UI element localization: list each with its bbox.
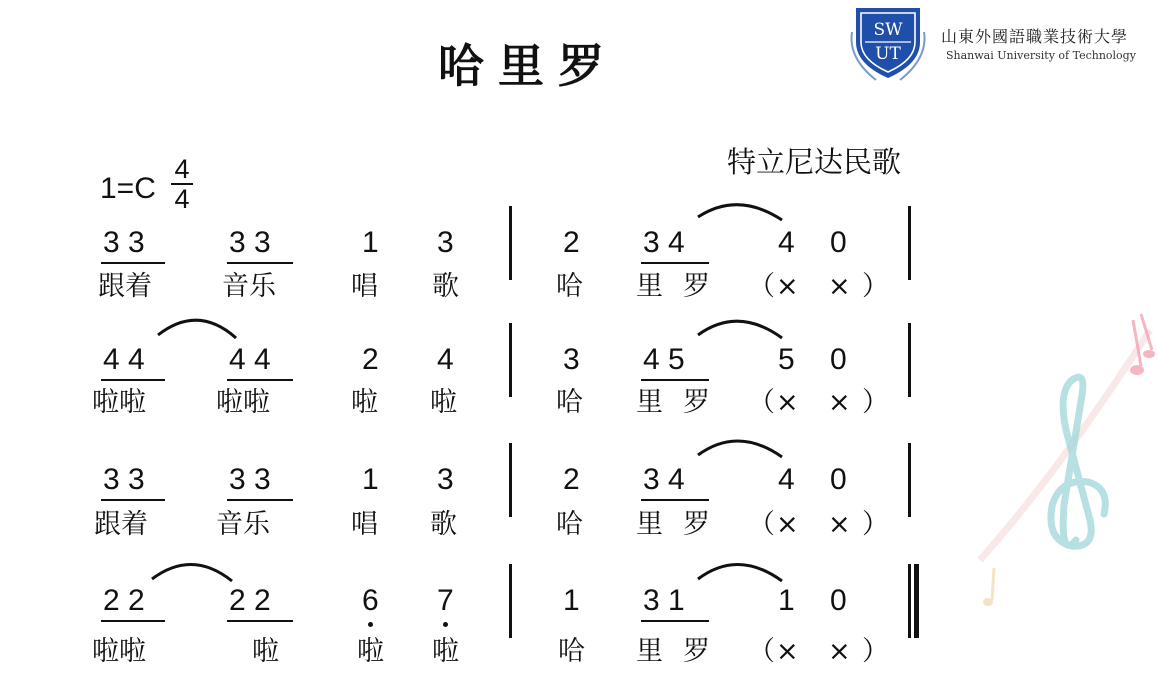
lyric: × [776, 509, 799, 540]
lyric: 哈 [556, 509, 583, 540]
lyric: × [828, 636, 851, 667]
lyric: 啦啦 [92, 387, 146, 418]
note: 1 [362, 226, 379, 259]
time-signature-top: 4 [174, 154, 190, 184]
slur-curve [698, 205, 782, 220]
logo-text-top: SW [873, 20, 903, 40]
lyric: 歌 [430, 509, 457, 540]
slur-curve [698, 441, 782, 457]
key-signature: 1=C [100, 172, 156, 205]
note: 0 [830, 584, 847, 617]
lyric: ） [862, 636, 889, 667]
lyric: ） [862, 387, 889, 418]
lyric: × [776, 636, 799, 667]
slur-curve [698, 564, 782, 581]
lyric: × [776, 387, 799, 418]
note: 1 [563, 584, 580, 617]
lyric: 跟着 [94, 509, 148, 540]
note: 0 [830, 463, 847, 496]
lyric: 里 [636, 387, 663, 418]
lyric: 哈 [556, 387, 583, 418]
lyric: （ [748, 387, 775, 418]
note: 2 2 [229, 584, 271, 617]
lyric: 罗 [683, 636, 710, 667]
lyric: 罗 [683, 509, 710, 540]
note: 2 [563, 226, 580, 259]
lyric: 哈 [556, 271, 583, 302]
school-name-cn: 山東外國語職業技術大學 [941, 27, 1129, 46]
composer-credit: 特立尼达民歌 [727, 145, 902, 179]
note: 3 4 [643, 463, 685, 496]
lyric: （ [748, 271, 775, 302]
lyric: 唱 [351, 271, 378, 302]
lyric: 音乐 [222, 271, 276, 302]
lyric: × [828, 509, 851, 540]
lyric: ） [862, 271, 889, 302]
lyric: × [776, 271, 799, 302]
note: 3 3 [229, 463, 271, 496]
note: 6 [362, 584, 379, 617]
lyric: 啦啦 [92, 636, 146, 667]
slur-curve [698, 321, 782, 338]
slur-curve [158, 320, 236, 338]
note: 2 2 [103, 584, 145, 617]
note: 2 [563, 463, 580, 496]
lyric: 啦 [252, 636, 279, 667]
lyric: 罗 [683, 387, 710, 418]
lyric: 里 [636, 509, 663, 540]
lyric: 跟着 [98, 271, 152, 302]
note: 3 4 [643, 226, 685, 259]
note: 0 [830, 226, 847, 259]
lyric: 啦 [430, 387, 457, 418]
note: 0 [830, 343, 847, 376]
note: 3 [437, 226, 454, 259]
note: 1 [778, 584, 795, 617]
note: 4 4 [229, 343, 271, 376]
note: 5 [778, 343, 795, 376]
lyric: 罗 [683, 271, 710, 302]
slur-curve [152, 564, 232, 581]
lyric: 哈 [558, 636, 585, 667]
lyric: 里 [636, 636, 663, 667]
time-signature-bottom: 4 [174, 184, 190, 214]
lyric: （ [748, 636, 775, 667]
note: 1 [362, 463, 379, 496]
lyric: 里 [636, 271, 663, 302]
note: 4 5 [643, 343, 685, 376]
note: 3 3 [103, 463, 145, 496]
lyric: 啦 [351, 387, 378, 418]
note: 3 3 [103, 226, 145, 259]
note: 4 [778, 226, 795, 259]
school-name-en: Shanwai University of Technology [946, 49, 1136, 62]
note: 3 [437, 463, 454, 496]
note: 3 3 [229, 226, 271, 259]
lyric: 啦啦 [216, 387, 270, 418]
lyric: × [828, 387, 851, 418]
note: 2 [362, 343, 379, 376]
lyric: × [828, 271, 851, 302]
lyric: 啦 [432, 636, 459, 667]
note: 3 1 [643, 584, 685, 617]
logo-text-bottom: UT [875, 44, 901, 64]
note: 4 [778, 463, 795, 496]
lyric: 啦 [357, 636, 384, 667]
note: 4 4 [103, 343, 145, 376]
note: 4 [437, 343, 454, 376]
lyric: ） [862, 509, 889, 540]
lyric: 唱 [351, 509, 378, 540]
lyric: 歌 [432, 271, 459, 302]
song-title: 哈里罗 [438, 39, 618, 93]
lyric: 音乐 [216, 509, 270, 540]
note: 3 [563, 343, 580, 376]
lyric: （ [748, 509, 775, 540]
note: 7 [437, 584, 454, 617]
